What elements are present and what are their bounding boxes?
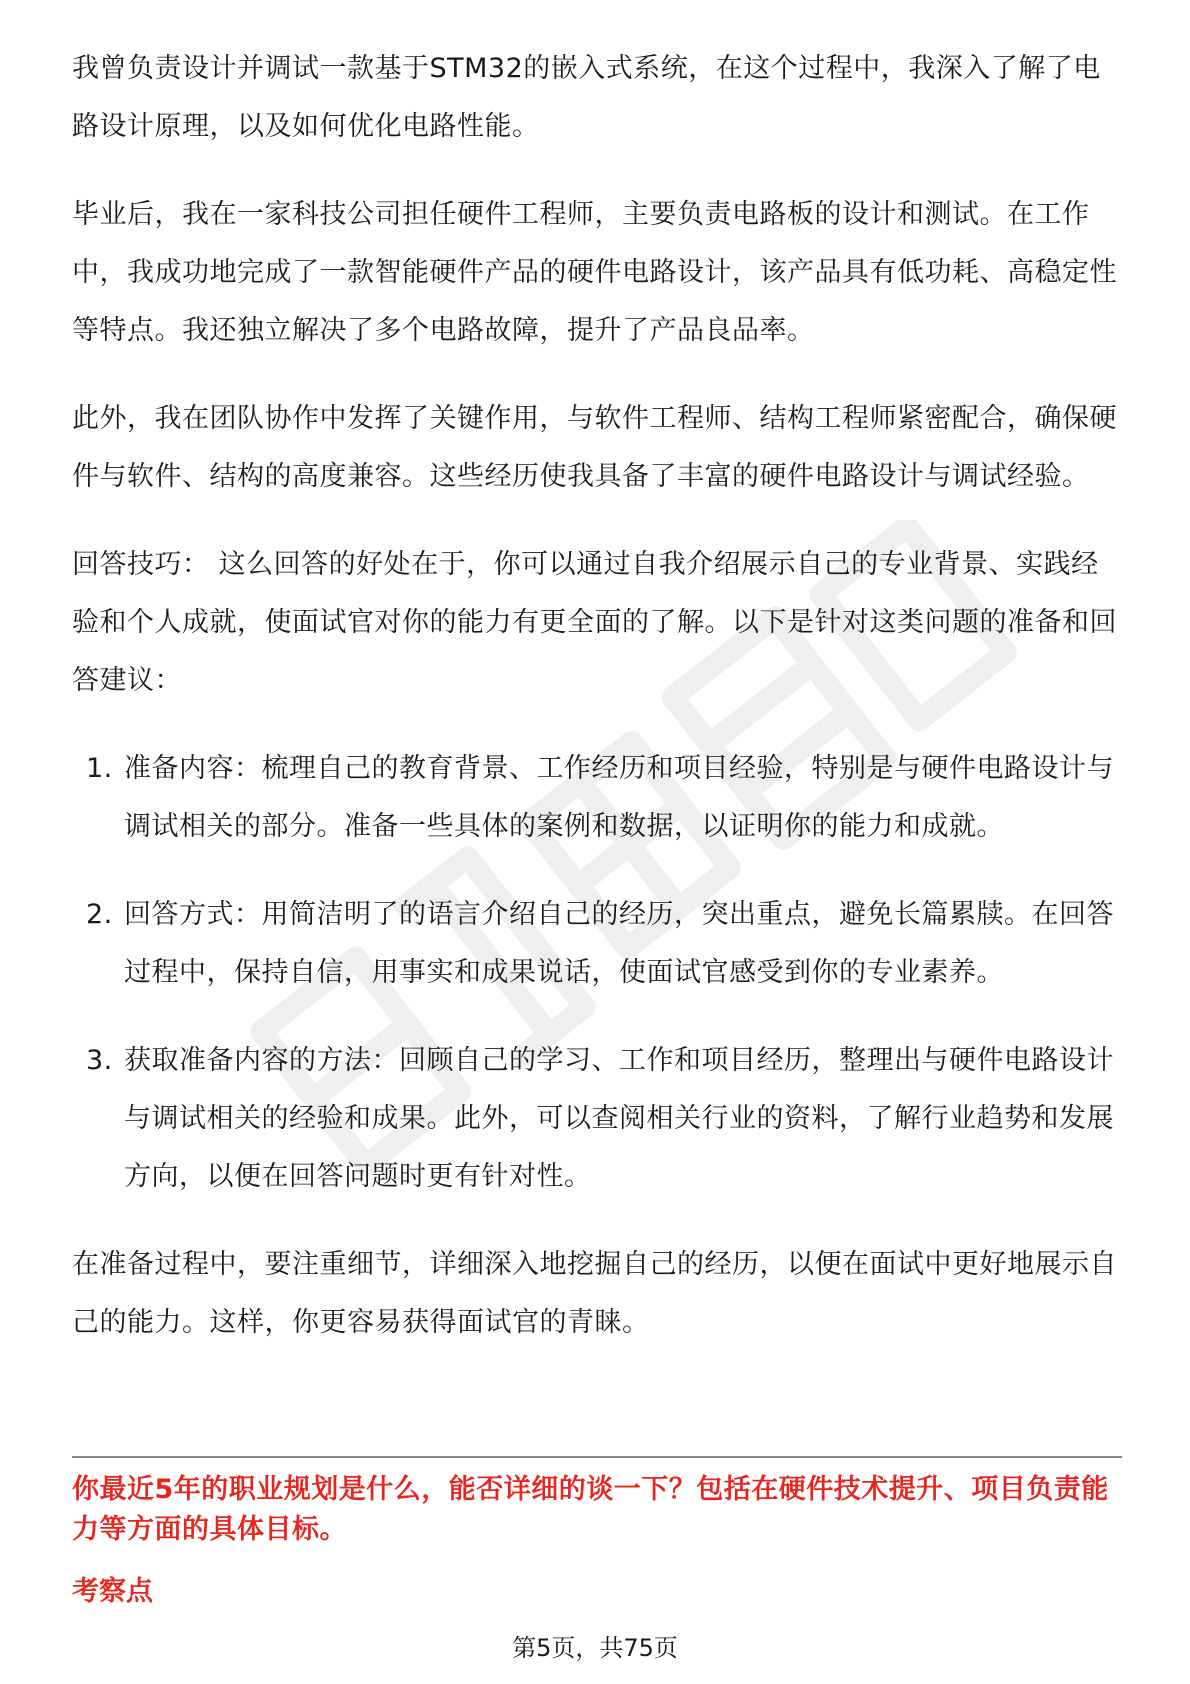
list-item: [72, 740, 1122, 856]
list-number: 2.: [86, 899, 113, 930]
list-item: [72, 1032, 1122, 1206]
list-number: 1.: [86, 753, 113, 784]
paragraph-stm32-experience: 我曾负责设计并调试一款基于STM32的嵌入式系统，在这个过程中，我深入了解了电路设计原理，以及如何优化电路性能。: [72, 53, 1101, 142]
page-footer: 第5页，共75页: [512, 1634, 678, 1662]
list-item-text: 回答方式：用简洁明了的语言介绍自己的经历，突出重点，避免长篇累牍。在回答过程中，保持自信，用事实和成果说话，使面试官感受到你的专业素养。: [124, 899, 1114, 988]
paragraph-answer-tips: 回答技巧： 这么回答的好处在于，你可以通过自我介绍展示自己的专业背景、实践经验和个人成就，使面试官对你的能力有更全面的了解。以下是针对这类问题的准备和回答建议：: [72, 549, 1117, 696]
section-divider: [72, 1456, 1122, 1458]
assessment-points-heading: 考察点: [72, 1576, 153, 1607]
list-item-text: 获取准备内容的方法：回顾自己的学习、工作和项目经历，整理出与硬件电路设计与调试相关的经验和成果。此外，可以查阅相关行业的资料，了解行业趋势和发展方向，以便在回答问题时更有针对性。: [124, 1045, 1114, 1192]
list-item-text: 准备内容：梳理自己的教育背景、工作经历和项目经验，特别是与硬件电路设计与调试相关的部分。准备一些具体的案例和数据，以证明你的能力和成就。: [124, 753, 1114, 842]
paragraph-teamwork: 此外，我在团队协作中发挥了关键作用，与软件工程师、结构工程师紧密配合，确保硬件与软件、结构的高度兼容。这些经历使我具备了丰富的硬件电路设计与调试经验。: [72, 403, 1117, 492]
paragraph-work-experience: 毕业后，我在一家科技公司担任硬件工程师，主要负责电路板的设计和测试。在工作中，我成功地完成了一款智能硬件产品的硬件电路设计，该产品具有低功耗、高稳定性等特点。我还独立解决了多个电路故障，提升了产品良品率。: [72, 199, 1117, 346]
list-number: 3.: [86, 1045, 113, 1076]
next-question-heading: 你最近5年的职业规划是什么，能否详细的谈一下？包括在硬件技术提升、项目负责能力等方面的具体目标。: [72, 1474, 1109, 1545]
paragraph-closing: 在准备过程中，要注重细节，详细深入地挖掘自己的经历，以便在面试中更好地展示自己的能力。这样，你更容易获得面试官的青睐。: [72, 1249, 1117, 1338]
list-item: [72, 886, 1122, 1002]
tips-list: [72, 740, 1122, 1206]
document-body: [72, 40, 1122, 1382]
